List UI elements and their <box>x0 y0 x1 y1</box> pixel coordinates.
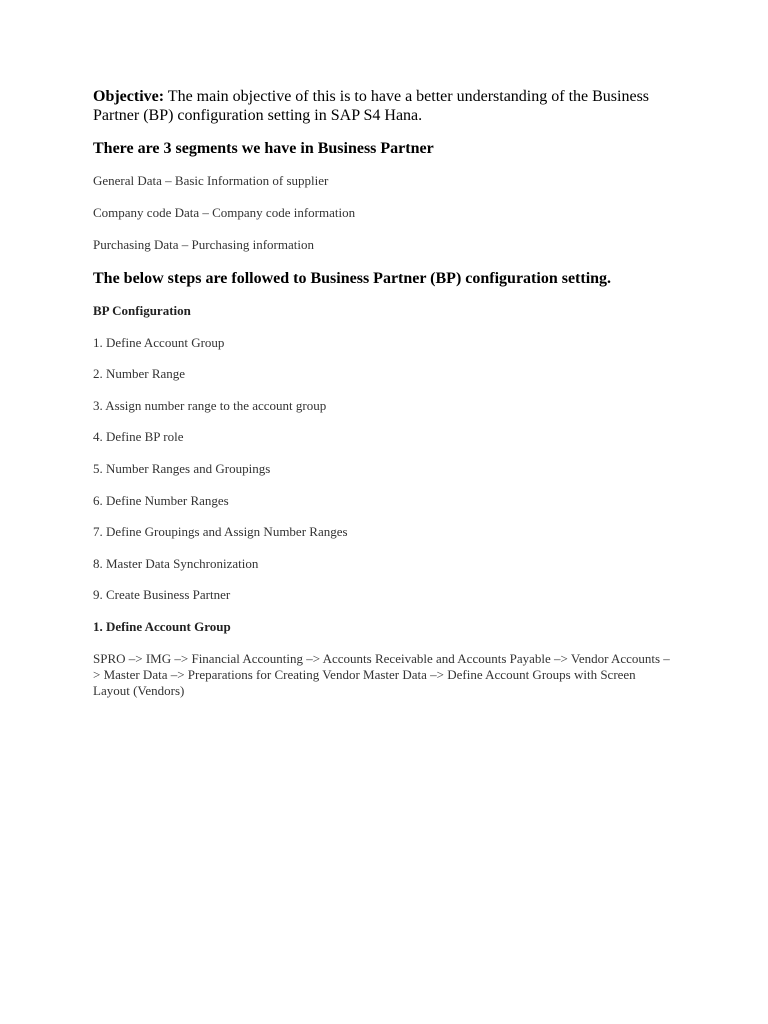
document-content <box>93 87 673 715</box>
objective-label: Objective: <box>93 88 165 105</box>
steps-heading: The below steps are followed to Business Partner (BP) configuration setting. <box>93 270 612 287</box>
step-item: 2. Number Range <box>93 366 186 382</box>
segments-heading: There are 3 segments we have in Business Partner <box>93 140 434 157</box>
step-item: 4. Define BP role <box>93 429 184 445</box>
step-item: 9. Create Business Partner <box>93 587 231 603</box>
bp-configuration-label: BP Configuration <box>93 303 191 318</box>
segment-item: General Data – Basic Information of supplier <box>93 173 329 188</box>
step-item: 8. Master Data Synchronization <box>93 555 259 571</box>
segment-item: Company code Data – Company code information <box>93 205 356 220</box>
step-item: 7. Define Groupings and Assign Number Ranges <box>93 524 348 540</box>
step-item: 3. Assign number range to the account group <box>93 397 327 413</box>
objective-paragraph <box>93 87 673 125</box>
section1-heading: 1. Define Account Group <box>93 618 231 634</box>
steps-list <box>93 303 673 635</box>
step-item: 1. Define Account Group <box>93 334 225 350</box>
step-item: 6. Define Number Ranges <box>93 492 229 508</box>
step-item: 5. Number Ranges and Groupings <box>93 460 271 476</box>
section1-navigation-path: SPRO –> IMG –> Financial Accounting –> Accounts Receivable and Accounts Payable –> Vendor Accounts –> Master Data –> Preparations for Creating Vendor Master Data –> Define Account Groups with Screen Layout (Vendors) <box>93 650 670 698</box>
segment-item: Purchasing Data – Purchasing information <box>93 237 314 252</box>
objective-text: The main objective of this is to have a better understanding of the Business Partner (BP) configuration setting in SAP S4 Hana. <box>93 88 650 124</box>
